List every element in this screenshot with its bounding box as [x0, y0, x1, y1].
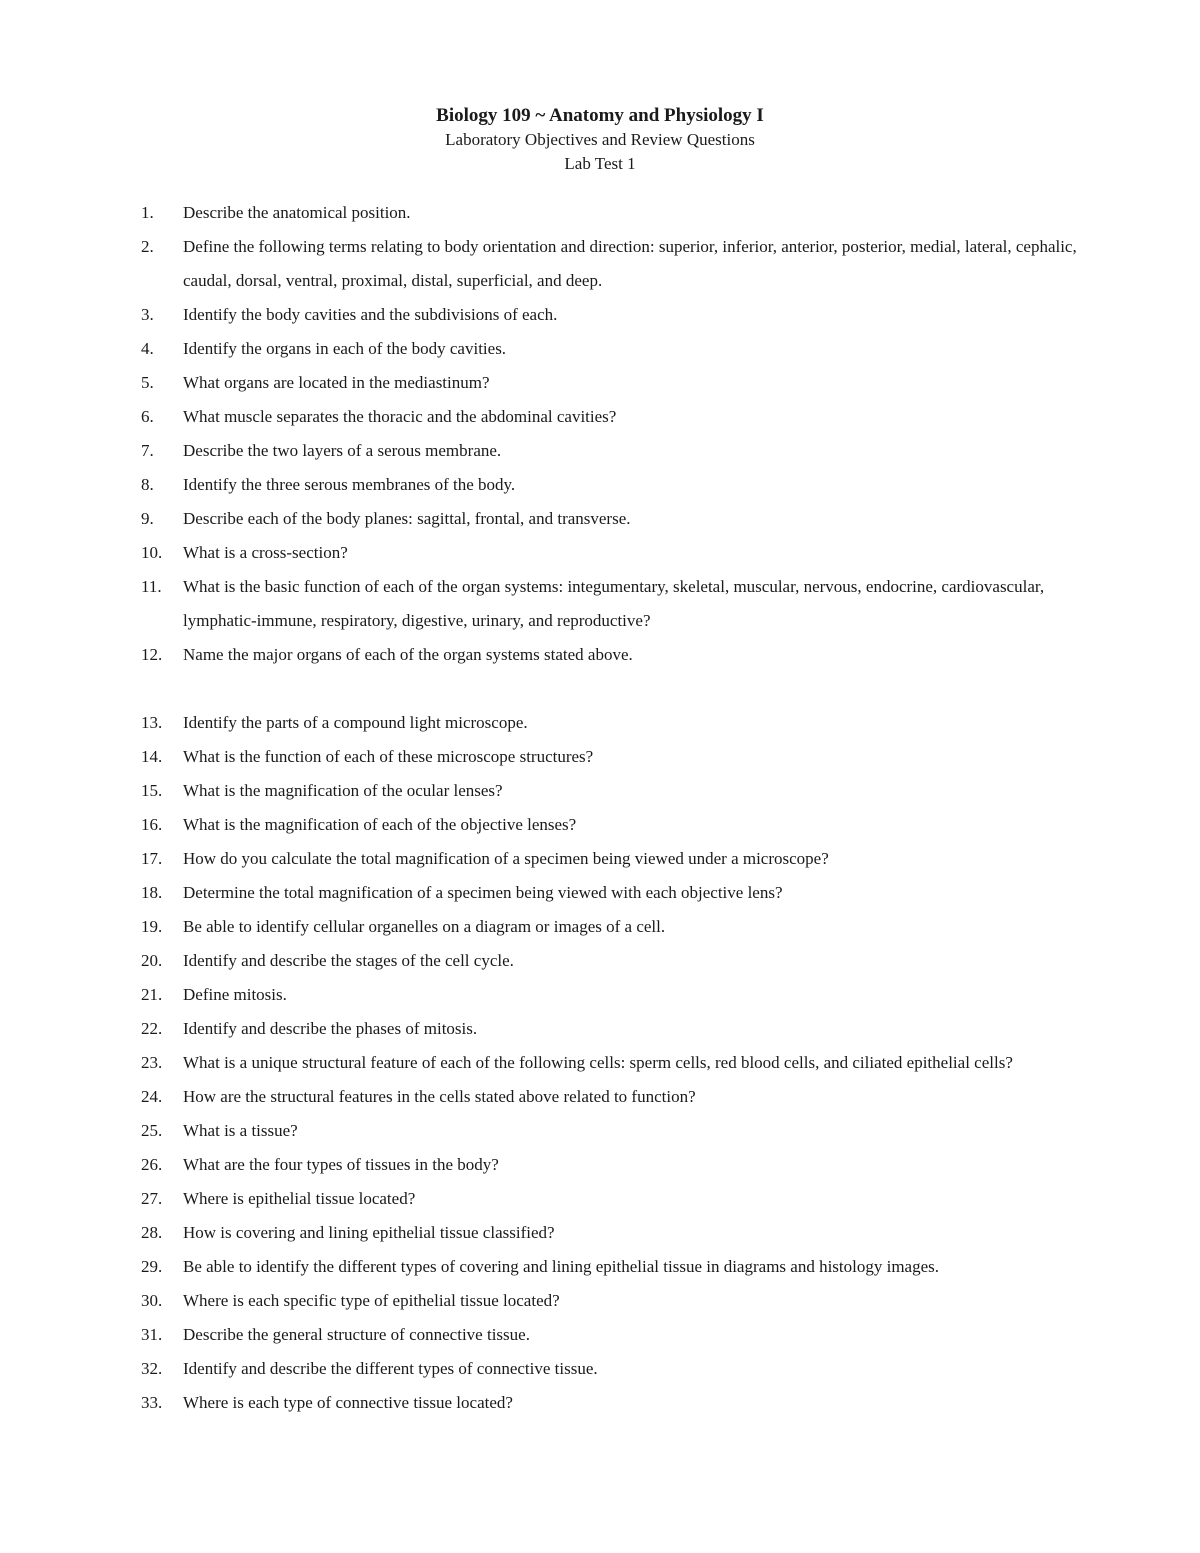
list-item — [141, 876, 1101, 910]
item-number: 1. — [141, 203, 154, 222]
item-number: 21. — [141, 985, 163, 1004]
item-number: 23. — [141, 1053, 163, 1072]
item-text: Identify the parts of a compound light microscope. — [183, 713, 528, 732]
document-header — [0, 104, 1200, 176]
list-item — [141, 706, 1101, 740]
item-text: Describe each of the body planes: sagittal, frontal, and transverse. — [183, 509, 631, 528]
item-number: 16. — [141, 815, 163, 834]
item-text: Be able to identify cellular organelles on a diagram or images of a cell. — [183, 917, 666, 936]
item-number: 18. — [141, 883, 163, 902]
item-number: 7. — [141, 441, 154, 460]
list-item — [141, 638, 1101, 672]
objectives-list — [141, 196, 1101, 1420]
item-number: 31. — [141, 1325, 163, 1344]
item-number: 5. — [141, 373, 154, 392]
item-text: How are the structural features in the cells stated above related to function? — [183, 1087, 696, 1106]
item-text: Identify and describe the phases of mitosis. — [183, 1019, 478, 1038]
item-text: What is a unique structural feature of each of the following cells: sperm cells, red blood cells, and ciliated epithelial cells? — [183, 1053, 1013, 1072]
list-item — [141, 978, 1101, 1012]
item-text: Be able to identify the different types of covering and lining epithelial tissue in diagrams and histology images. — [183, 1257, 940, 1276]
item-text: Identify the three serous membranes of the body. — [183, 475, 516, 494]
item-number: 33. — [141, 1393, 163, 1412]
item-text: Determine the total magnification of a specimen being viewed with each objective lens? — [183, 883, 783, 902]
item-number: 19. — [141, 917, 163, 936]
item-text: What muscle separates the thoracic and the abdominal cavities? — [183, 407, 617, 426]
list-item — [141, 1012, 1101, 1046]
list-item — [141, 230, 1101, 298]
item-number: 15. — [141, 781, 163, 800]
item-number: 2. — [141, 237, 154, 256]
item-number: 14. — [141, 747, 163, 766]
list-item — [141, 196, 1101, 230]
item-text: Where is epithelial tissue located? — [183, 1189, 416, 1208]
item-number: 26. — [141, 1155, 163, 1174]
list-item — [141, 740, 1101, 774]
list-item — [141, 1148, 1101, 1182]
item-number: 6. — [141, 407, 154, 426]
item-text: Identify the body cavities and the subdivisions of each. — [183, 305, 558, 324]
item-text: What is a tissue? — [183, 1121, 298, 1140]
item-text: Define the following terms relating to body orientation and direction: superior, inferior, anterior, posterior, medial, lateral, cephalic, caudal, dorsal, ventral, proximal, distal, superficial, and deep. — [183, 237, 1077, 290]
document-test-name: Lab Test 1 — [564, 154, 636, 173]
item-text: What is the function of each of these microscope structures? — [183, 747, 594, 766]
item-text: What is the basic function of each of the organ systems: integumentary, skeletal, muscular, nervous, endocrine, cardiovascular, lymphatic-immune, respiratory, digestive, urinary, and reproductive? — [183, 577, 1045, 630]
item-number: 9. — [141, 509, 154, 528]
list-item — [141, 332, 1101, 366]
list-item — [141, 298, 1101, 332]
item-text: How is covering and lining epithelial tissue classified? — [183, 1223, 555, 1242]
item-text: What is a cross-section? — [183, 543, 348, 562]
list-item — [141, 1216, 1101, 1250]
list-item — [141, 468, 1101, 502]
item-text: Define mitosis. — [183, 985, 287, 1004]
item-number: 3. — [141, 305, 154, 324]
list-item — [141, 366, 1101, 400]
item-number: 17. — [141, 849, 163, 868]
item-number: 30. — [141, 1291, 163, 1310]
item-text: Describe the general structure of connective tissue. — [183, 1325, 530, 1344]
list-item — [141, 1318, 1101, 1352]
item-number: 4. — [141, 339, 154, 358]
list-item — [141, 1386, 1101, 1420]
list-item — [141, 502, 1101, 536]
item-text: Describe the two layers of a serous membrane. — [183, 441, 502, 460]
list-item — [141, 808, 1101, 842]
list-item — [141, 774, 1101, 808]
item-text: What is the magnification of the ocular lenses? — [183, 781, 503, 800]
list-item — [141, 1284, 1101, 1318]
item-text: How do you calculate the total magnification of a specimen being viewed under a microscope? — [183, 849, 829, 868]
list-item — [141, 570, 1101, 638]
item-text: What are the four types of tissues in the body? — [183, 1155, 499, 1174]
item-number: 27. — [141, 1189, 163, 1208]
item-number: 10. — [141, 543, 163, 562]
item-number: 20. — [141, 951, 163, 970]
item-text: Identify and describe the stages of the cell cycle. — [183, 951, 514, 970]
item-text: Where is each specific type of epithelial tissue located? — [183, 1291, 560, 1310]
document-title: Biology 109 ~ Anatomy and Physiology I — [436, 105, 764, 126]
item-text: Where is each type of connective tissue located? — [183, 1393, 513, 1412]
list-item — [141, 400, 1101, 434]
item-number: 29. — [141, 1257, 163, 1276]
list-item — [141, 910, 1101, 944]
document-subtitle: Laboratory Objectives and Review Questions — [445, 130, 755, 149]
list-item — [141, 1114, 1101, 1148]
list-item — [141, 944, 1101, 978]
list-item — [141, 842, 1101, 876]
list-item — [141, 1182, 1101, 1216]
item-number: 22. — [141, 1019, 163, 1038]
item-number: 24. — [141, 1087, 163, 1106]
item-text: What is the magnification of each of the objective lenses? — [183, 815, 577, 834]
list-item — [141, 1352, 1101, 1386]
item-text: Name the major organs of each of the organ systems stated above. — [183, 645, 633, 664]
list-item — [141, 1250, 1101, 1284]
item-number: 11. — [141, 577, 162, 596]
item-text: Identify the organs in each of the body cavities. — [183, 339, 507, 358]
item-number: 12. — [141, 645, 163, 664]
list-item — [141, 536, 1101, 570]
list-item — [141, 1046, 1101, 1080]
item-text: What organs are located in the mediastinum? — [183, 373, 490, 392]
item-text: Identify and describe the different types of connective tissue. — [183, 1359, 598, 1378]
item-text: Describe the anatomical position. — [183, 203, 411, 222]
list-item — [141, 1080, 1101, 1114]
section-spacer — [141, 672, 1101, 706]
item-number: 28. — [141, 1223, 163, 1242]
list-item — [141, 434, 1101, 468]
item-number: 25. — [141, 1121, 163, 1140]
item-number: 8. — [141, 475, 154, 494]
item-number: 32. — [141, 1359, 163, 1378]
item-number: 13. — [141, 713, 163, 732]
